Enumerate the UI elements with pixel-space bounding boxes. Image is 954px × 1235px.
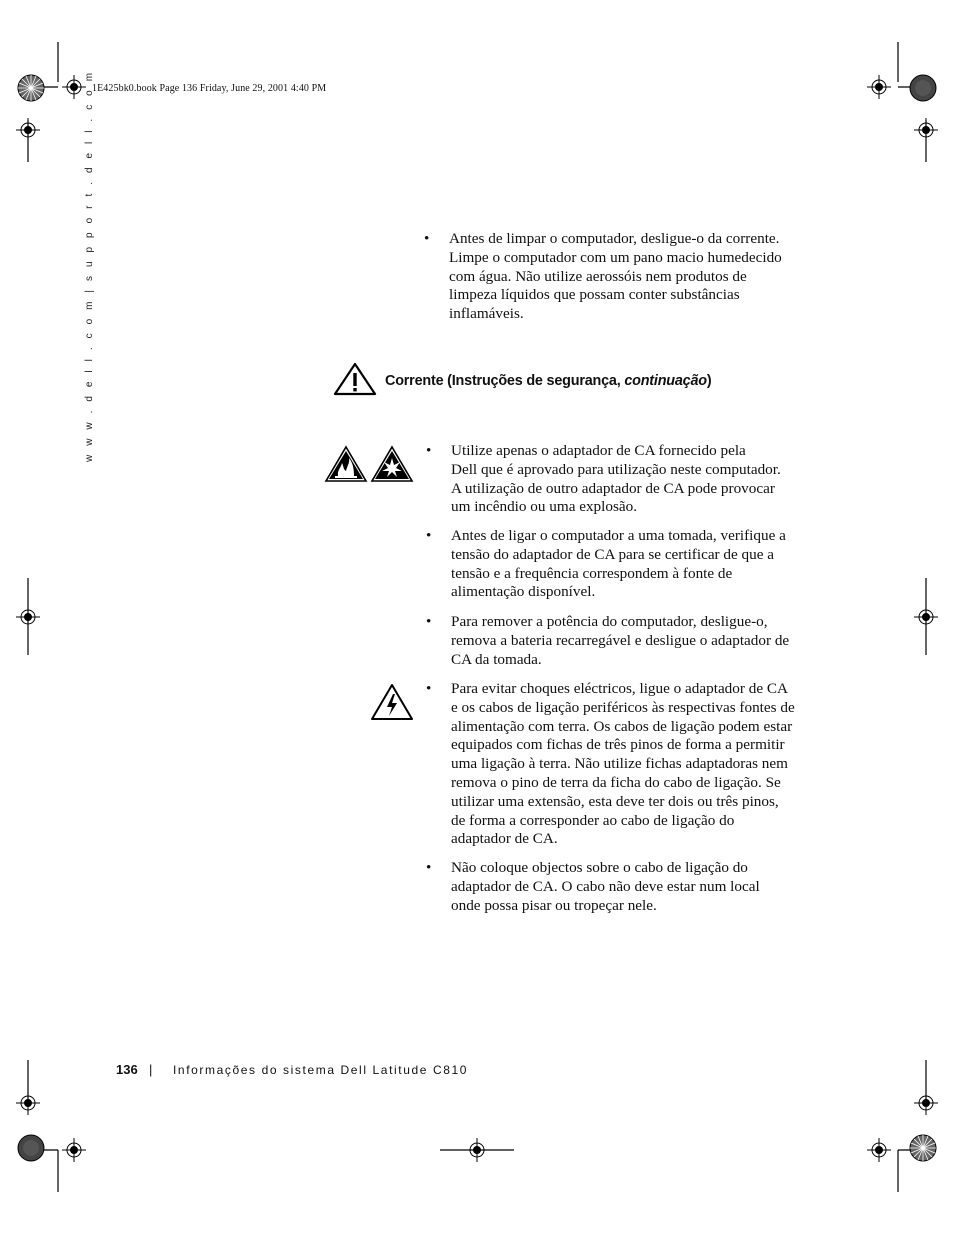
heading-close: ) [706, 373, 712, 389]
text-line: adaptador de CA. O cabo não deve estar num local [451, 877, 760, 895]
text-line: Antes de limpar o computador, desligue-o da corrente. [449, 230, 780, 247]
heading-text: Corrente (Instruções de segurança, [385, 373, 625, 389]
bullet: • [424, 230, 430, 247]
text-line: inflamáveis. [449, 305, 524, 323]
explosion-hazard-icon [371, 446, 413, 482]
electric-shock-icon [370, 683, 414, 721]
text-line: equipados com fichas de três pinos de forma a permitir [451, 736, 785, 754]
side-url: w w w . d e l l . c o m | s u p p o r t . d e l l . c o m [84, 69, 95, 462]
bullet: • [426, 680, 432, 697]
page-number: 136 [116, 1062, 138, 1077]
text-line: de forma a corresponder ao cabo de ligação do [451, 811, 735, 829]
bullet: • [426, 859, 432, 876]
text-line: alimentação com terra. Os cabos de ligação podem estar [451, 717, 793, 735]
text-line: remova o pino de terra da ficha do cabo de ligação. Se [451, 773, 781, 791]
fire-hazard-icon [325, 446, 367, 482]
text-line: remova a bateria recarregável e desligue o adaptador de [451, 631, 790, 649]
text-line: onde possa pisar ou tropeçar nele. [451, 896, 657, 914]
text-line: com água. Não utilize aerossóis nem produtos de [449, 267, 747, 285]
footer-title: Informações do sistema Dell Latitude C810 [173, 1063, 469, 1077]
text-line: tensão e a frequência correspondem à fonte de [451, 564, 733, 582]
list-item-text [451, 527, 786, 602]
footer-separator: | [149, 1062, 153, 1077]
list-item-text [451, 859, 760, 915]
text-line: uma ligação à terra. Não utilize fichas adaptadoras nem [451, 755, 788, 773]
text-line: limpeza líquidos que possam conter substâncias [449, 286, 740, 304]
bullet: • [426, 613, 432, 630]
text-line: alimentação disponível. [451, 583, 596, 601]
intro-paragraph [449, 230, 782, 324]
text-line: Utilize apenas o adaptador de CA fornecido pela [451, 442, 746, 459]
text-line: utilizar uma extensão, esta deve ter dois ou três pinos, [451, 792, 779, 810]
list-item-text [451, 613, 789, 669]
text-line: A utilização de outro adaptador de CA pode provocar [451, 479, 775, 497]
list-item-text [451, 442, 781, 517]
text-line: Antes de ligar o computador a uma tomada, verifique a [451, 527, 786, 544]
bullet: • [426, 442, 432, 459]
list-item-text [451, 680, 795, 849]
print-info: 1E425bk0.book Page 136 Friday, June 29, 2001 4:40 PM [92, 83, 327, 94]
section-heading [385, 373, 711, 389]
text-line: CA da tomada. [451, 650, 542, 668]
bullet: • [426, 527, 432, 544]
text-line: um incêndio ou uma explosão. [451, 498, 638, 516]
text-line: adaptador de CA. [451, 830, 558, 848]
caution-triangle-icon [333, 362, 377, 396]
text-line: Para evitar choques eléctricos, ligue o adaptador de CA [451, 680, 788, 697]
text-line: Não coloque objectos sobre o cabo de ligação do [451, 859, 748, 876]
text-line: Limpe o computador com um pano macio humedecido [449, 248, 782, 266]
text-line: Para remover a potência do computador, desligue-o, [451, 613, 768, 630]
text-line: Dell que é aprovado para utilização neste computador. [451, 460, 781, 478]
text-line: tensão do adaptador de CA para se certificar de que a [451, 545, 775, 563]
text-line: e os cabos de ligação periféricos às respectivas fontes de [451, 698, 795, 716]
heading-italic: continuação [624, 373, 707, 389]
